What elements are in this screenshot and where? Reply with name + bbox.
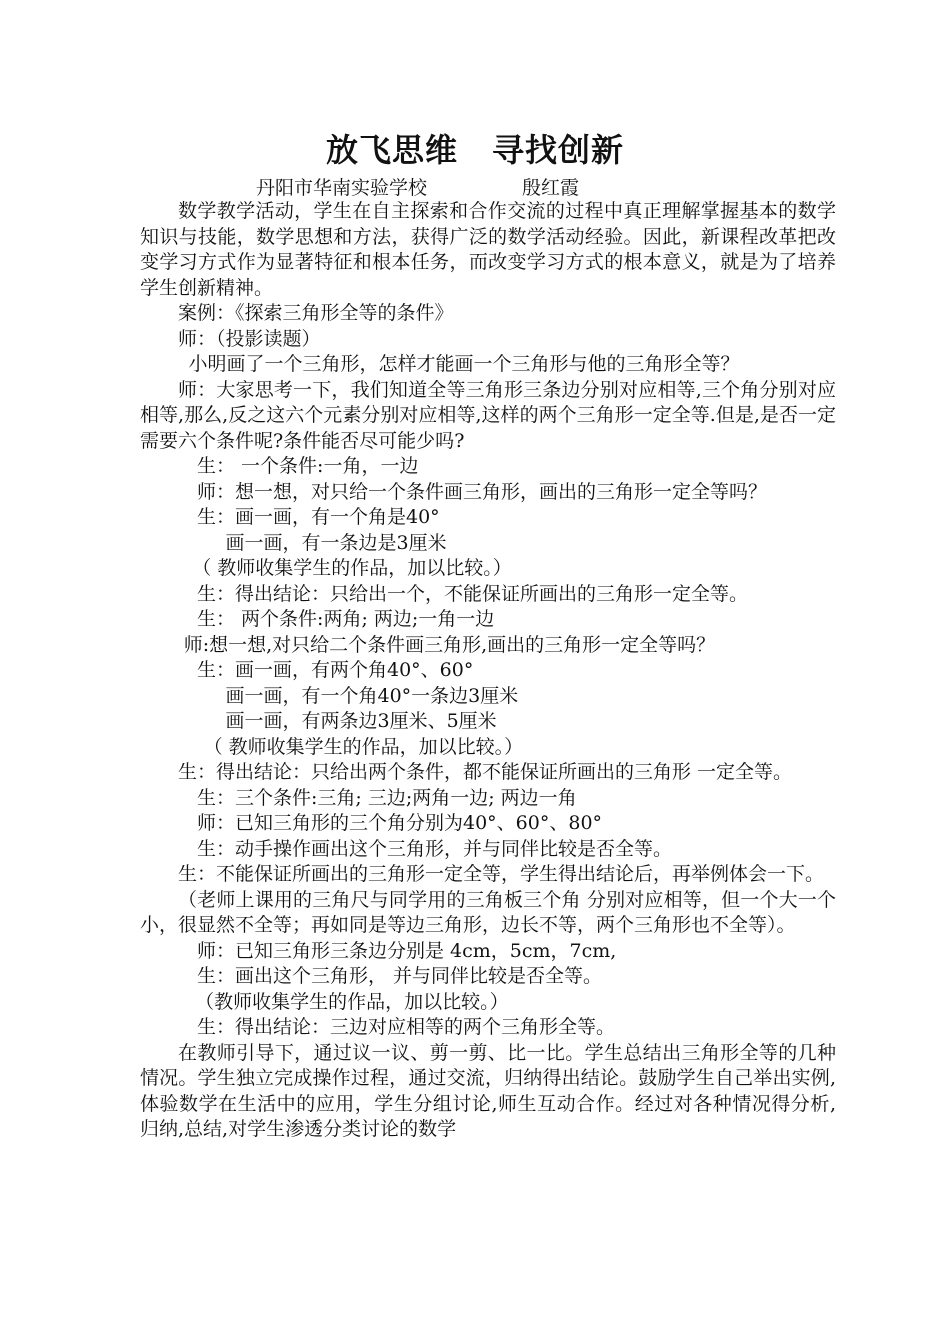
paragraph-collect-3: （教师收集学生的作品，加以比较。） <box>195 990 509 1013</box>
author-school: 丹阳市华南实验学校 <box>256 177 428 199</box>
paragraph-problem: 小明画了一个三角形，怎样才能画一个三角形与他的三角形全等？ <box>188 353 740 375</box>
paragraph-case-title: 案例：《探索三角形全等的条件》 <box>178 302 454 324</box>
paragraph-student-three-conditions: 生：三个条件:三角; 三边;两角一边; 两边一角 <box>197 786 577 809</box>
paragraph-student-not-congruent: 生：不能保证所画出的三角形一定全等，学生得出结论后，再举例体会一下。 <box>178 863 825 885</box>
paragraph-teacher-one-condition: 师：想一想，对只给一个条件画三角形，画出的三角形一定全等吗？ <box>197 480 768 503</box>
paragraph-conclusion-3: 生：得出结论：三边对应相等的两个三角形全等。 <box>197 1016 616 1038</box>
paragraph-teacher-two-conditions: 师:想一想,对只给二个条件画三角形,画出的三角形一定全等吗？ <box>183 633 716 656</box>
document-body <box>140 199 836 1143</box>
paragraph-student-two-conditions: 生： 两个条件:两角; 两边;一角一边 <box>197 608 495 630</box>
paragraph-student-draw-angle: 生：画一画，有一个角是40° <box>197 506 440 528</box>
title-part-1: 放飞思维 <box>325 131 458 169</box>
paragraph-student-one-condition: 生： 一个条件:一角，一边 <box>197 455 419 477</box>
paragraph-student-draw-compare: 生：动手操作画出这个三角形，并与同伴比较是否全等。 <box>197 837 673 860</box>
paragraph-draw-angle-edge: 画一画，有一个角40°一条边3厘米 <box>225 684 519 707</box>
paragraph-teacher-think: 师：大家思考一下，我们知道全等三角形三条边分别对应相等,三个角分别对应相等,那么,反之这六个元素分别对应相等,这样的两个三角形一定全等.但是,是否一定需要六个条件呢?条件能否尽可能少吗? <box>140 378 836 452</box>
author-name: 殷红霞 <box>522 177 580 199</box>
title-part-2: 寻找创新 <box>492 131 625 169</box>
paragraph-summary: 在教师引导下，通过议一议、剪一剪、比一比。学生总结出三角形全等的几种情况。学生独立完成操作过程，通过交流，归纳得出结论。鼓励学生自己举出实例,体验数学在生活中的应用，学生分组讨论,师生互动合作。经过对各种情况得分析,归纳,总结,对学生渗透分类讨论的数学 <box>140 1041 836 1140</box>
paragraph-draw-edge: 画一画，有一条边是3厘米 <box>225 531 447 554</box>
paragraph-teacher-triangle-ruler: （老师上课用的三角尺与同学用的三角板三个角 分别对应相等，但一个大一个小，很显然不全等；再如同是等边三角形，边长不等，两个三角形也不全等）。 <box>140 888 836 936</box>
document-title <box>0 128 950 172</box>
paragraph-draw-two-angles: 生：画一画，有两个角40°、60° <box>197 659 474 681</box>
paragraph-collect-2: （ 教师收集学生的作品，加以比较。） <box>203 735 524 758</box>
paragraph-draw-two-edges: 画一画，有两条边3厘米、5厘米 <box>225 710 497 732</box>
paragraph-conclusion-1: 生：得出结论：只给出一个，不能保证所画出的三角形一定全等。 <box>197 582 749 605</box>
author-line <box>256 175 579 201</box>
paragraph-teacher-projection: 师：（投影读题） <box>178 327 321 350</box>
paragraph-conclusion-2: 生：得出结论：只给出两个条件，都不能保证所画出的三角形 一定全等。 <box>178 761 793 783</box>
paragraph-collect-1: （ 教师收集学生的作品，加以比较。） <box>192 557 512 579</box>
paragraph-teacher-three-angles: 师：已知三角形的三个角分别为40°、60°、80° <box>197 812 603 834</box>
paragraph-teacher-three-sides: 师：已知三角形三条边分别是 4cm，5cm，7cm, <box>197 939 617 962</box>
paragraph-intro: 数学教学活动，学生在自主探索和合作交流的过程中真正理解掌握基本的数学知识与技能，数学思想和方法，获得广泛的数学活动经验。因此，新课程改革把改变学习方式作为显著特征和根本任务，而改变学习方式的根本意义，就是为了培养学生创新精神。 <box>140 200 836 299</box>
paragraph-student-draw-triangle: 生：画出这个三角形， 并与同伴比较是否全等。 <box>197 965 603 987</box>
